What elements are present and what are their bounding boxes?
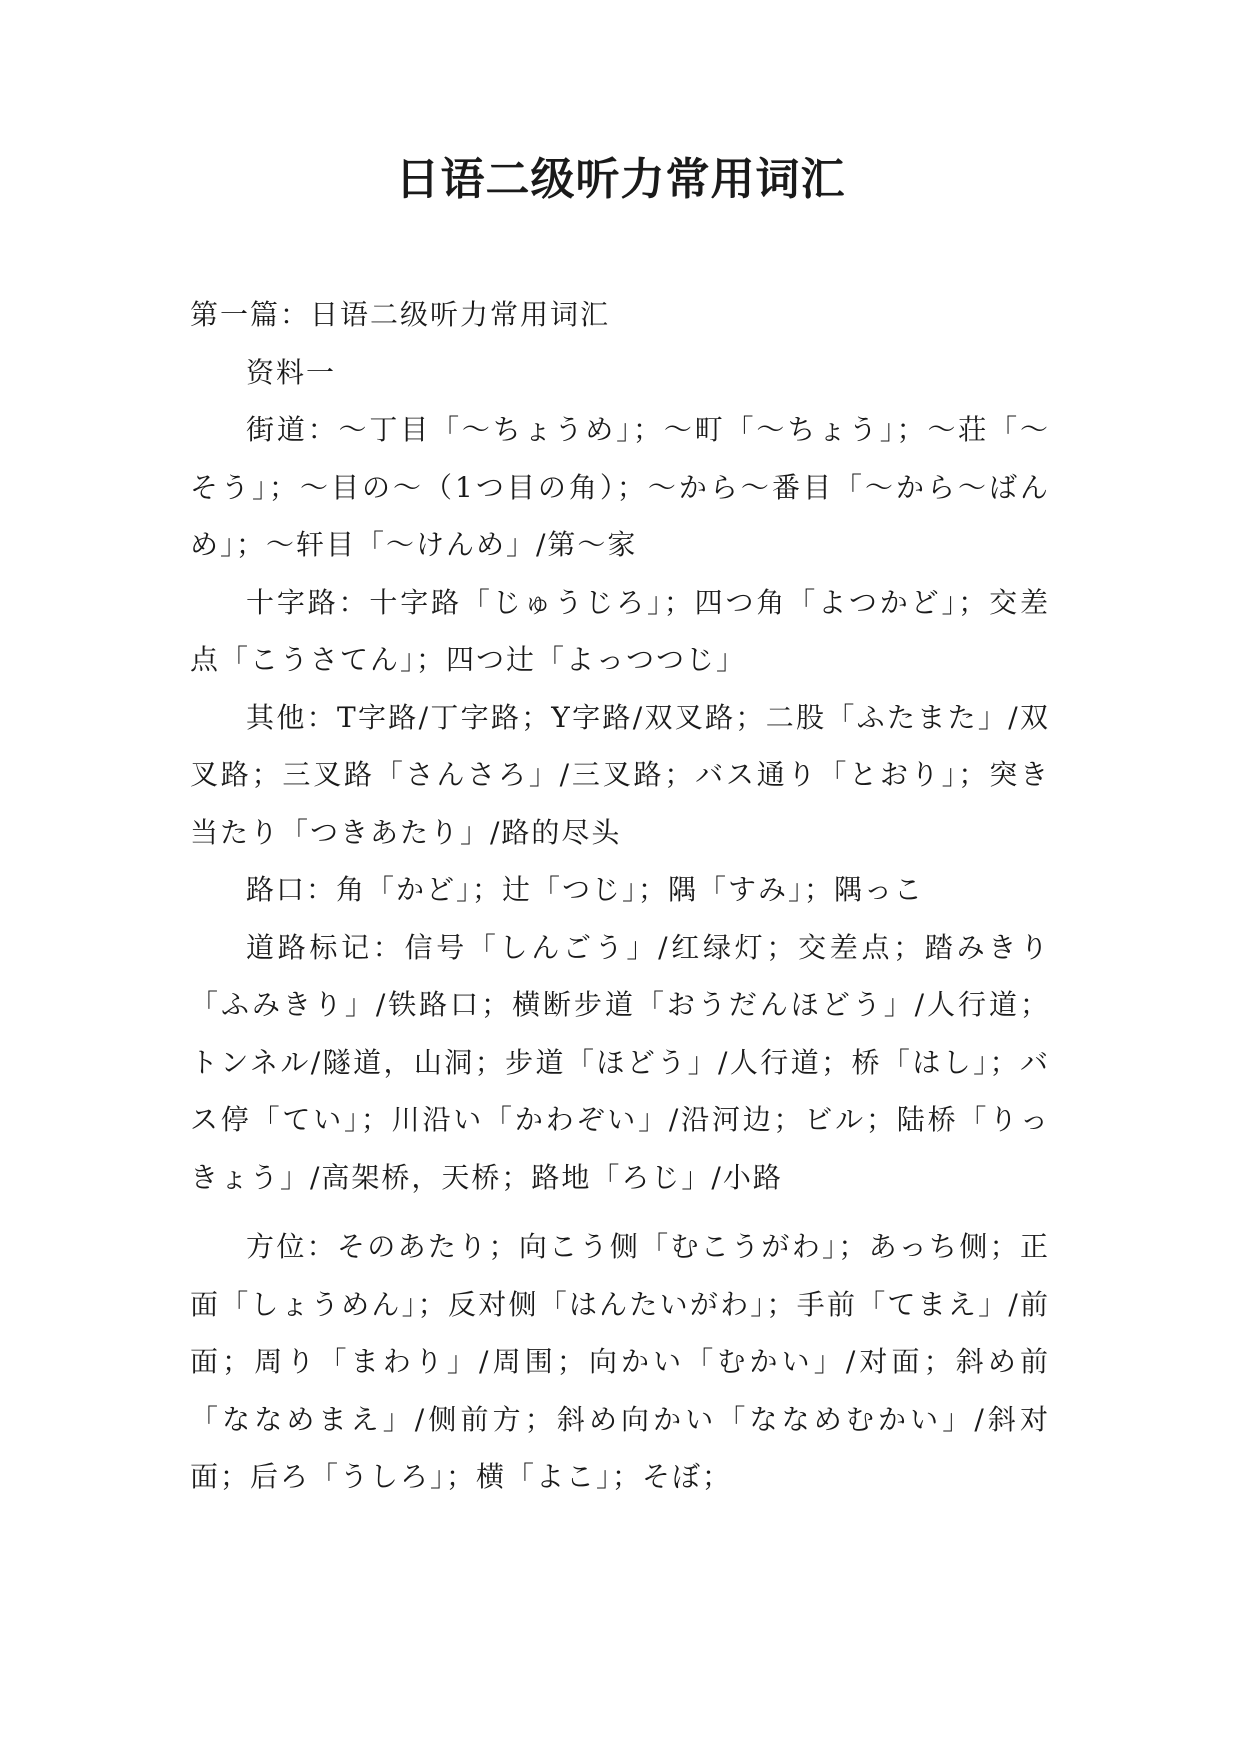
paragraph-other: 其他：T字路/丁字路；Y字路/双叉路；二股「ふたまた」/双叉路；三叉路「さんさろ」/三叉路；バス通り「とおり」；突き当たり「つきあたり」/路的尽头 <box>190 700 1050 849</box>
document-body <box>190 286 1050 1506</box>
paragraph-directions: 方位：そのあたり；向こう侧「むこうがわ」；あっち侧；正面「しょうめん」；反对侧「はんたいがわ」；手前「てまえ」/前面；周り「まわり」/周围；向かい「むかい」/对面；斜め前「ななめまえ」/侧前方；斜め向かい「ななめむかい」/斜对面；后ろ「うしろ」；横「よこ」；そぼ； <box>190 1230 1050 1493</box>
section-heading: 第一篇：日语二级听力常用词汇 <box>190 298 611 331</box>
paragraph-streets: 街道：～丁目「～ちょうめ」；～町「～ちょう」；～荘「～そう」；～目の～（1つ目の角）；～から～番目「～から～ばんめ」；～轩目「～けんめ」/第～家 <box>190 413 1050 561</box>
subsection-heading: 资料一 <box>246 355 337 389</box>
document-title: 日语二级听力常用词汇 <box>395 154 846 205</box>
paragraph-road-markers: 道路标记：信号「しんごう」/红绿灯；交差点；踏みきり「ふみきり」/铁路口；横断步道「おうだんほどう」/人行道；トンネル/隧道，山洞；步道「ほどう」/人行道；桥「はし」；バス停「てい」；川沿い「かわぞい」/沿河边；ビル；陆桥「りっきょう」/高架桥，天桥；路地「ろじ」/小路 <box>190 930 1050 1194</box>
paragraph-corners: 路口：角「かど」；辻「つじ」；隅「すみ」；隅っこ <box>246 873 925 906</box>
paragraph-crossroads: 十字路：十字路「じゅうじろ」；四つ角「よつかど」；交差点「こうさてん」；四つ辻「よっつつじ」 <box>190 585 1050 676</box>
